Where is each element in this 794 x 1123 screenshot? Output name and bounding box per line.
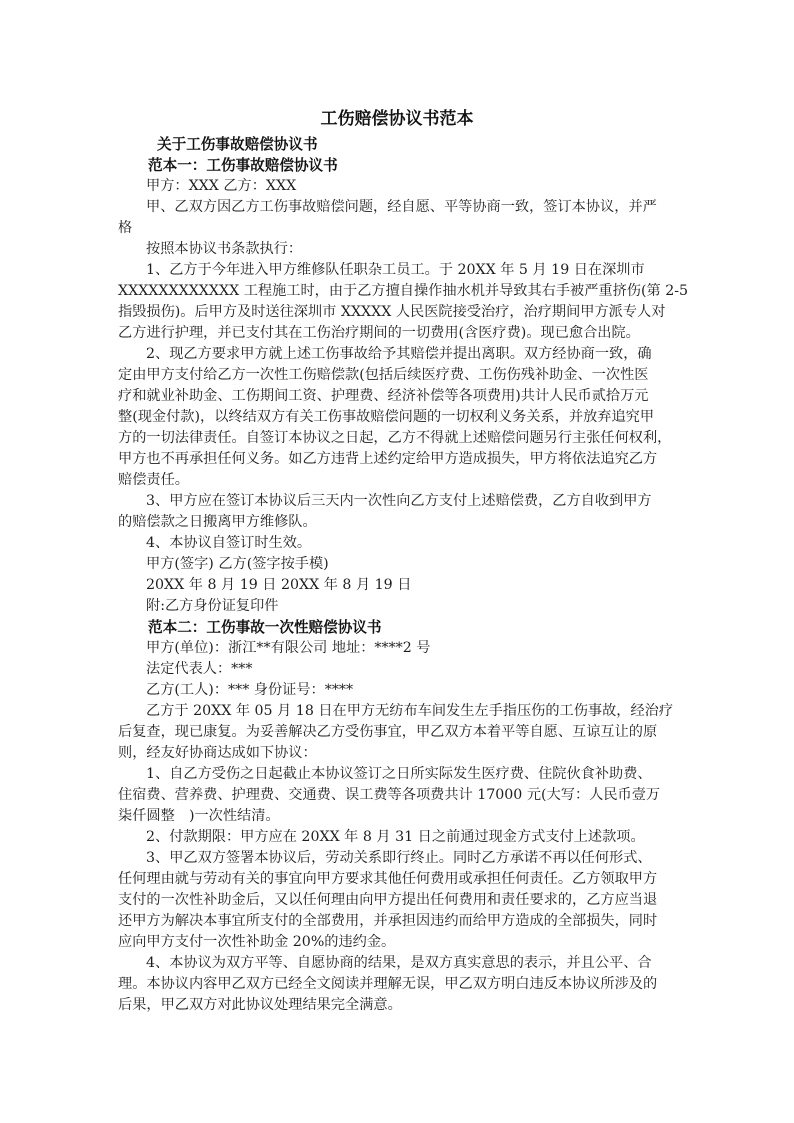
text-line: 的赔偿款之日搬离甲方维修队。	[118, 514, 317, 530]
text-line: 甲方(单位)：浙江**有限公司 地址：****2 号	[146, 640, 431, 656]
text-line: 乙方(工人)：*** 身份证号：****	[146, 682, 354, 698]
text-line: 甲、乙双方因乙方工伤事故赔偿问题，经自愿、平等协商一致，签订本协议，并严	[146, 199, 657, 215]
text-line: XXXXXXXXXXXX 工程施工时，由于乙方擅自操作抽水机并导致其右手被严重挤伤(第 2-5	[118, 283, 689, 299]
text-line: 甲方：XXX 乙方：XXX	[146, 178, 297, 194]
text-line: 柒仟圆整 )一次性结清。	[118, 808, 280, 824]
text-line: 还甲方为解决本事宜所支付的全部费用，并承担因违约而给甲方造成的全部损失，同时	[118, 913, 658, 929]
text-line: 20XX 年 8 月 19 日 20XX 年 8 月 19 日	[146, 577, 412, 593]
text-line: 4、本协议为双方平等、自愿协商的结果，是双方真实意思的表示，并且公平、合	[146, 955, 652, 971]
section-heading: 范本一：工伤事故赔偿协议书	[148, 157, 338, 174]
text-line: 2、付款期限：甲方应在 20XX 年 8 月 31 日之前通过现金方式支付上述款项。	[146, 829, 645, 845]
text-line: 定由甲方支付给乙方一次性工伤赔偿款(包括后续医疗费、工伤伤残补助金、一次性医	[118, 367, 649, 383]
text-line: 整(现金付款)，以终结双方有关工伤事故赔偿问题的一切权利义务关系，并放弃追究甲	[118, 409, 655, 425]
text-line: 法定代表人：***	[146, 661, 253, 677]
text-line: 1、自乙方受伤之日起截止本协议签订之日所实际发生医疗费、住院伙食补助费、	[146, 766, 652, 782]
section-heading: 范本二：工伤事故一次性赔偿协议书	[148, 619, 382, 636]
text-line: 甲方(签字) 乙方(签字按手模)	[146, 556, 329, 572]
text-line: 按照本协议书条款执行：	[146, 241, 303, 257]
text-line: 甲方也不再承担任何义务。如乙方违背上述约定给甲方造成损失，甲方将依法追究乙方	[118, 451, 658, 467]
text-line: 后复查，现已康复。为妥善解决乙方受伤事宜，甲乙双方本着平等自愿、互谅互让的原	[118, 724, 658, 740]
text-line: 理。本协议内容甲乙双方已经全文阅读并理解无误，甲乙双方明白违反本协议所涉及的	[118, 976, 658, 992]
text-line: 后果，甲乙双方对此协议处理结果完全满意。	[118, 997, 402, 1013]
text-line: 乙方于 20XX 年 05 月 18 日在甲方无纺布车间发生左手指压伤的工伤事故，经治疗	[146, 703, 674, 719]
text-line: 4、本协议自签订时生效。	[146, 535, 312, 551]
text-line: 乙方进行护理，并已支付其在工伤治疗期间的一切费用(含医疗费)。现已愈合出院。	[118, 325, 640, 341]
text-line: 2、现乙方要求甲方就上述工伤事故给予其赔偿并提出离职。双方经协商一致，确	[146, 346, 652, 362]
section-heading: 关于工伤事故赔偿协议书	[157, 136, 318, 153]
text-line: 住宿费、营养费、护理费、交通费、误工费等各项费共计 17000 元(大写：人民币壹万	[118, 787, 661, 803]
document-title: 工伤赔偿协议书范本	[320, 109, 474, 129]
text-line: 则，经友好协商达成如下协议：	[118, 745, 317, 761]
text-line: 3、甲乙双方签署本协议后，劳动关系即行终止。同时乙方承诺不再以任何形式、	[146, 850, 652, 866]
text-line: 3、甲方应在签订本协议后三天内一次性向乙方支付上述赔偿费，乙方自收到甲方	[146, 493, 652, 509]
text-line: 疗和就业补助金、工伤期间工资、护理费、经济补偿等各项费用)共计人民币贰拾万元	[118, 388, 649, 404]
text-line: 附:乙方身份证复印件	[146, 598, 279, 614]
text-line: 方的一切法律责任。自签订本协议之日起，乙方不得就上述赔偿问题另行主张任何权利，	[118, 430, 672, 446]
text-line: 任何理由就与劳动有关的事宜向甲方要求其他任何费用或承担任何责任。乙方领取甲方	[118, 871, 658, 887]
text-line: 指毁损伤)。后甲方及时送往深圳市 XXXXX 人民医院接受治疗，治疗期间甲方派专人对	[118, 304, 666, 320]
text-line: 格	[118, 220, 133, 236]
text-line: 1、乙方于今年进入甲方维修队任职杂工员工。于 20XX 年 5 月 19 日在深圳市	[146, 262, 645, 278]
text-line: 支付的一次性补助金后，又以任何理由向甲方提出任何费用和责任要求的，乙方应当退	[118, 892, 658, 908]
text-line: 应向甲方支付一次性补助金 20%的违约金。	[118, 934, 396, 950]
text-line: 赔偿责任。	[118, 472, 189, 488]
